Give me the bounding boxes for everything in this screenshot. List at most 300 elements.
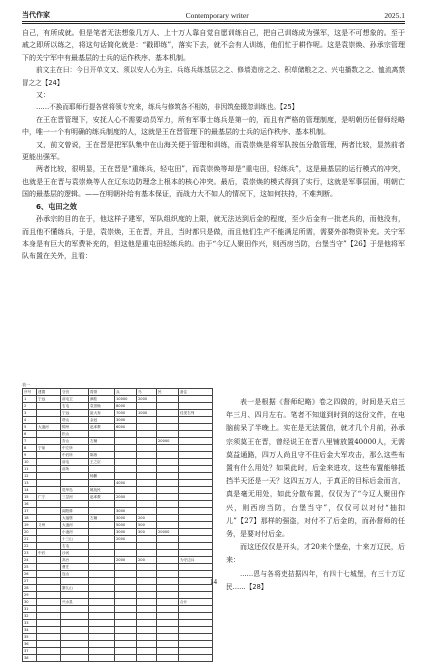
table-cell: 10 xyxy=(23,459,37,466)
paragraph: 表一是根据《督师纪略》卷之四做的，时间是天启三年三月、四月左右。笔者不知道到时到的这份文件，在电脑前呆了半晚上。实在是无法置信，就才几个月前，孙承宗须莫王在晋，曾经说王在晋八里铺放置40000人，无需莫益通路，四万人尚且守不住后金大军攻击，那么这些布置有什么用处？如果此时，后金来进攻，这些布置能够抵挡半天还是一天？这四五万人，于真正的目标后金而言，真是毫无用处，如此分散布置，仅仅为了“今辽人聚田作兴，则西房当防，台堡当守”，仅仅可以对付“抽扣儿”【27】那样的强盗，对付不了后金的，而孙督师的任务，是要对付后金。 xyxy=(226,398,405,539)
table-cell xyxy=(157,599,179,606)
table-cell xyxy=(179,641,213,648)
table-cell xyxy=(157,571,179,578)
table-cell xyxy=(157,466,179,473)
table-cell xyxy=(137,403,157,410)
table-cell: 高台 xyxy=(61,557,89,564)
table-cell: 2000 xyxy=(115,494,137,501)
table-header-cell: 守官 xyxy=(61,389,89,396)
table-cell xyxy=(157,445,179,452)
table-cell xyxy=(137,424,157,431)
table-cell xyxy=(137,655,157,662)
table-row xyxy=(23,550,213,557)
table-cell xyxy=(37,417,61,424)
table-caption: 表一 xyxy=(22,382,30,387)
block-quote: 前文主在曰：今日开单文又、须以安人心为主、兵练兵练基层之之、修墙造房之之、积草储粮之之、兴屯播数之之、恤流离禁冒之之【24】 xyxy=(22,66,405,87)
table-cell xyxy=(37,431,61,438)
table-row xyxy=(23,627,213,634)
table-cell xyxy=(179,564,213,571)
table-cell xyxy=(61,620,89,627)
table-cell xyxy=(115,564,137,571)
table-cell: 20000 xyxy=(157,529,179,536)
table-cell xyxy=(115,641,137,648)
table-cell xyxy=(89,557,115,564)
table-cell: 为守边兵 xyxy=(179,557,213,564)
paragraph: 而这还仅仅是开头，才20来个堡垒，十来万辽民，后来： xyxy=(226,543,405,565)
table-cell xyxy=(37,403,61,410)
table-cell: 右屯 xyxy=(61,403,89,410)
table-cell xyxy=(37,564,61,571)
table-row xyxy=(23,599,213,606)
table-cell: 前所 xyxy=(61,466,89,473)
table-cell: 3000 xyxy=(115,508,137,515)
table-cell xyxy=(115,571,137,578)
table-header-cell: 将领 xyxy=(89,389,115,396)
table-cell xyxy=(157,522,179,529)
table-row xyxy=(23,529,213,536)
table-cell: 大凌河 xyxy=(37,424,61,431)
table-cell: 35 xyxy=(23,634,37,641)
table-cell xyxy=(89,550,115,557)
table-cell xyxy=(89,606,115,613)
table-cell xyxy=(157,564,179,571)
header-rule-thin xyxy=(22,23,405,24)
table-cell xyxy=(115,613,137,620)
table-header-cell: 备注 xyxy=(179,389,213,396)
table-cell xyxy=(137,487,157,494)
table-cell xyxy=(157,501,179,508)
table-cell: 2000 xyxy=(137,396,157,403)
table-cell xyxy=(137,634,157,641)
table-cell xyxy=(137,431,157,438)
table-cell: 24 xyxy=(23,557,37,564)
table-cell xyxy=(179,494,213,501)
table-cell xyxy=(89,599,115,606)
table-cell xyxy=(137,592,157,599)
table-cell: 34 xyxy=(23,627,37,634)
table-cell xyxy=(137,613,157,620)
table-cell xyxy=(137,438,157,445)
table-cell: 37 xyxy=(23,648,37,655)
table-cell xyxy=(37,536,61,543)
block-quote: ……恩与各将吏拮据四年，有四十七城堡，有三十万辽民……【28】 xyxy=(226,569,405,591)
table-cell xyxy=(179,620,213,627)
table-cell xyxy=(115,606,137,613)
table-cell xyxy=(37,613,61,620)
table-row xyxy=(23,515,213,522)
table-cell xyxy=(37,634,61,641)
table-cell xyxy=(179,515,213,522)
table-cell xyxy=(115,466,137,473)
table-cell xyxy=(179,648,213,655)
table-cell: 大凌河 xyxy=(61,522,89,529)
table-cell xyxy=(89,480,115,487)
table-cell: 19 xyxy=(23,522,37,529)
table-cell: 2000 xyxy=(115,536,137,543)
table-cell xyxy=(179,606,213,613)
table-cell: 陈练 xyxy=(89,452,115,459)
table-cell: 前屯卫 xyxy=(61,396,89,403)
table-cell: 14 xyxy=(23,487,37,494)
table-cell xyxy=(137,445,157,452)
table-cell xyxy=(89,641,115,648)
table-cell: 松山 xyxy=(61,431,89,438)
table-cell: 佳见右列 xyxy=(179,410,213,417)
table-cell xyxy=(157,431,179,438)
table-cell: 左辅 xyxy=(89,515,115,522)
table-cell xyxy=(179,459,213,466)
table-cell: 11 xyxy=(23,466,37,473)
table-cell: 闾阳驿 xyxy=(61,508,89,515)
table-cell: 金冠 xyxy=(89,417,115,424)
table-row xyxy=(23,438,213,445)
table-cell xyxy=(37,599,61,606)
table-cell: 左辅 xyxy=(89,438,115,445)
table-cell xyxy=(37,620,61,627)
table-row xyxy=(23,424,213,431)
table-cell xyxy=(179,634,213,641)
table-cell xyxy=(89,431,115,438)
table-cell: 4000 xyxy=(115,480,137,487)
table-cell xyxy=(157,396,179,403)
table-cell: 右屯 xyxy=(61,543,89,550)
table-cell xyxy=(115,459,137,466)
table-cell xyxy=(157,494,179,501)
troop-deployment-table xyxy=(22,388,213,662)
table-row xyxy=(23,648,213,655)
table-cell: 20000 xyxy=(157,438,179,445)
table-cell xyxy=(89,522,115,529)
table-cell xyxy=(179,452,213,459)
table-cell xyxy=(37,459,61,466)
table-cell: 20 xyxy=(23,529,37,536)
table-cell xyxy=(157,515,179,522)
table-cell: 中左所 xyxy=(61,445,89,452)
table-cell: 3 xyxy=(23,410,37,417)
table-cell xyxy=(179,396,213,403)
table-cell xyxy=(89,571,115,578)
table-cell: 36 xyxy=(23,641,37,648)
table-cell: 200 xyxy=(137,557,157,564)
table-row xyxy=(23,473,213,480)
table-cell: 三岔河 xyxy=(61,494,89,501)
table-row xyxy=(23,571,213,578)
table-cell xyxy=(137,550,157,557)
table-cell xyxy=(137,641,157,648)
paragraph: 孙承宗的目的在于，他这样子建军，军队组织度的上限，就无法达到后金的程度，至少后金有一批老兵的，而他没有，而且他不懂练兵，于是，袁崇焕，王在晋，并且，当时都只是做，而且他们生产不能满足所需，需要外部物资补充。关宁军本身是有巨大的军费补充的，但这他是重屯田轻练兵的。由于“今辽人聚田作兴，则西房当防，台堡当守”【26】于是他将军队布置在关外，且看： xyxy=(22,215,405,261)
table-row xyxy=(23,655,213,662)
table-cell xyxy=(61,501,89,508)
table-cell xyxy=(157,536,179,543)
table-cell: 30 xyxy=(23,599,37,606)
table-cell xyxy=(179,424,213,431)
table-cell: 宁远 xyxy=(61,410,89,417)
table-cell xyxy=(179,508,213,515)
table-cell xyxy=(115,627,137,634)
table-cell xyxy=(179,613,213,620)
table-cell xyxy=(37,648,61,655)
table-cell xyxy=(137,543,157,550)
table-cell xyxy=(179,571,213,578)
table-cell xyxy=(89,648,115,655)
table-cell xyxy=(179,431,213,438)
table-cell: 38 xyxy=(23,655,37,662)
table-row xyxy=(23,522,213,529)
table-cell: 6000 xyxy=(115,424,137,431)
table-cell xyxy=(61,473,89,480)
table-cell xyxy=(137,480,157,487)
paragraph: 两者比较，很明显，王在晋是“重练兵，轻屯田”，而袁崇焕等却是“重屯田，轻练兵”，这是最基层的运行模式的冲突，也就是王在晋与袁崇焕等人在辽东边防理念上根本的核心冲突。最后，袁崇焕的模式得到了实行，这就是军事层面，明朝亡国的最基层的逻辑。——在明朝补给有基本保证，而战力大不如人的情况下，这如何扶持，不难判断。 xyxy=(22,165,405,199)
table-cell xyxy=(137,536,157,543)
table-cell: 18 xyxy=(23,515,37,522)
table-cell xyxy=(115,543,137,550)
table-cell xyxy=(115,599,137,606)
table-header-cell: 建置 xyxy=(37,389,61,396)
table-cell xyxy=(115,655,137,662)
page-number: 14 xyxy=(210,578,217,586)
table-cell xyxy=(89,543,115,550)
table-cell: 王之臣 xyxy=(89,459,115,466)
table-cell xyxy=(37,557,61,564)
table-cell: 3000 xyxy=(115,529,137,536)
table-cell xyxy=(179,487,213,494)
table-cell: 28 xyxy=(23,585,37,592)
table-cell xyxy=(137,606,157,613)
table-cell: 8000 xyxy=(115,403,137,410)
table-row xyxy=(23,487,213,494)
table-cell xyxy=(157,627,179,634)
table-cell xyxy=(37,543,61,550)
table-cell xyxy=(157,550,179,557)
table-cell xyxy=(37,410,61,417)
table-row xyxy=(23,403,213,410)
table-cell: 赵率教 xyxy=(89,494,115,501)
journal-name: 当代作家 xyxy=(22,11,50,19)
table-cell xyxy=(89,655,115,662)
table-cell: 姚抚民 xyxy=(89,487,115,494)
table-cell xyxy=(157,459,179,466)
troop-table-container xyxy=(22,382,212,660)
table-cell: 32 xyxy=(23,613,37,620)
table-cell xyxy=(137,452,157,459)
table-cell: 义州 xyxy=(37,522,61,529)
table-row xyxy=(23,606,213,613)
table-cell: 16 xyxy=(23,501,37,508)
table-cell xyxy=(37,480,61,487)
table-cell xyxy=(89,613,115,620)
table-cell xyxy=(137,473,157,480)
table-cell: 7000 xyxy=(115,410,137,417)
table-cell xyxy=(115,487,137,494)
table-cell: 兴水县 xyxy=(61,599,89,606)
table-cell xyxy=(179,403,213,410)
table-cell: 200 xyxy=(137,515,157,522)
table-cell xyxy=(37,592,61,599)
table-cell: 22 xyxy=(23,543,37,550)
table-cell xyxy=(179,592,213,599)
table-cell: 8 xyxy=(23,445,37,452)
table-row xyxy=(23,592,213,599)
table-row xyxy=(23,466,213,473)
table-cell xyxy=(179,543,213,550)
table-cell xyxy=(157,613,179,620)
table-cell: 杨麒 xyxy=(89,473,115,480)
table-row xyxy=(23,396,213,403)
table-row xyxy=(23,501,213,508)
table-cell xyxy=(157,557,179,564)
table-cell xyxy=(61,592,89,599)
table-cell: 26 xyxy=(23,571,37,578)
table-header-cell: 兵 xyxy=(115,389,137,396)
table-cell xyxy=(115,501,137,508)
table-cell xyxy=(115,620,137,627)
table-cell xyxy=(115,634,137,641)
table-cell: 十三山 xyxy=(61,536,89,543)
table-cell xyxy=(37,508,61,515)
table-row xyxy=(23,543,213,550)
table-cell xyxy=(115,438,137,445)
table-cell xyxy=(137,459,157,466)
table-row xyxy=(23,459,213,466)
table-cell xyxy=(179,438,213,445)
page-header xyxy=(22,8,405,20)
table-cell xyxy=(89,620,115,627)
article-body xyxy=(22,27,405,263)
table-row xyxy=(23,564,213,571)
table-cell: 500 xyxy=(137,522,157,529)
table-row xyxy=(23,536,213,543)
table-cell: 7 xyxy=(23,438,37,445)
table-cell xyxy=(137,466,157,473)
table-row xyxy=(23,557,213,564)
table-cell xyxy=(179,473,213,480)
table-cell: 觉华岛 xyxy=(61,487,89,494)
table-cell: 1000 xyxy=(137,410,157,417)
paragraph: 又，前文曾说，王在晋是把军队集中在山海关便于管理和训练，而袁崇焕是将军队按伍分散管理，两者比较，显然前者更能出强军。 xyxy=(22,140,405,162)
table-row xyxy=(23,620,213,627)
table-row xyxy=(23,445,213,452)
table-cell xyxy=(37,641,61,648)
table-cell: 3000 xyxy=(115,515,137,522)
table-cell xyxy=(157,508,179,515)
table-cell: 23 xyxy=(23,550,37,557)
table-cell xyxy=(179,529,213,536)
table-cell xyxy=(179,501,213,508)
table-cell xyxy=(61,655,89,662)
table-cell xyxy=(157,480,179,487)
table-cell: 31 xyxy=(23,606,37,613)
table-row xyxy=(23,452,213,459)
table-cell xyxy=(157,620,179,627)
table-cell: 2000 xyxy=(115,557,137,564)
table-cell: 中后所 xyxy=(61,452,89,459)
table-cell: 广宁 xyxy=(37,494,61,501)
table-cell xyxy=(89,634,115,641)
table-cell: 6 xyxy=(23,431,37,438)
table-header-cell: 马 xyxy=(137,389,157,396)
table-row xyxy=(23,480,213,487)
table-cell: 寨儿山 xyxy=(61,585,89,592)
table-cell: 前屯 xyxy=(61,459,89,466)
table-cell: 宁前 xyxy=(37,445,61,452)
table-section xyxy=(22,382,405,660)
table-cell: 21 xyxy=(23,536,37,543)
table-row xyxy=(23,417,213,424)
table-cell xyxy=(137,494,157,501)
table-cell xyxy=(89,564,115,571)
table-cell xyxy=(115,550,137,557)
table-cell xyxy=(137,564,157,571)
table-cell xyxy=(37,501,61,508)
table-cell xyxy=(89,445,115,452)
table-cell xyxy=(157,592,179,599)
table-cell xyxy=(115,592,137,599)
table-cell xyxy=(179,536,213,543)
table-cell xyxy=(37,438,61,445)
table-cell xyxy=(157,424,179,431)
table-cell xyxy=(157,452,179,459)
table-row xyxy=(23,410,213,417)
table-cell: 杏山 xyxy=(61,438,89,445)
table-cell xyxy=(89,529,115,536)
table-cell xyxy=(61,641,89,648)
table-cell xyxy=(179,655,213,662)
table-cell xyxy=(61,648,89,655)
table-cell: 袁崇焕 xyxy=(89,403,115,410)
table-cell: 15 xyxy=(23,494,37,501)
issue-number: 2025.1 xyxy=(384,11,405,20)
table-cell xyxy=(37,627,61,634)
table-cell xyxy=(89,536,115,543)
table-header-cell: 序号 xyxy=(23,389,37,396)
table-cell xyxy=(179,627,213,634)
table-cell xyxy=(179,445,213,452)
table-cell: 9 xyxy=(23,452,37,459)
table-cell xyxy=(137,508,157,515)
table-cell xyxy=(157,487,179,494)
table-cell xyxy=(89,466,115,473)
table-header-cell: 民 xyxy=(157,389,179,396)
table-cell: 17 xyxy=(23,508,37,515)
paragraph: 又： xyxy=(36,91,50,100)
table-cell xyxy=(37,571,61,578)
table-cell xyxy=(61,627,89,634)
table-cell xyxy=(37,452,61,459)
table-cell: 5 xyxy=(23,424,37,431)
table-cell xyxy=(179,480,213,487)
table-cell: 4 xyxy=(23,417,37,424)
table-cell xyxy=(157,473,179,480)
table-cell xyxy=(37,487,61,494)
table-cell xyxy=(157,543,179,550)
table-cell: 宁远 xyxy=(37,396,61,403)
right-column-text xyxy=(226,396,405,594)
table-cell xyxy=(37,606,61,613)
table-cell: 赵率教 xyxy=(89,424,115,431)
table-cell xyxy=(137,648,157,655)
table-row xyxy=(23,634,213,641)
table-cell xyxy=(115,452,137,459)
table-cell xyxy=(115,648,137,655)
table-cell xyxy=(157,641,179,648)
table-cell xyxy=(61,480,89,487)
table-cell xyxy=(61,634,89,641)
section-heading: 6、屯田之效 xyxy=(36,201,77,211)
table-cell: 塔山 xyxy=(61,417,89,424)
table-cell xyxy=(157,655,179,662)
paragraph: 在王在晋管理下，安抚人心不需要动员军力，所有军事士练兵是第一的，而且有严格的管理制度，是明朝历任督师经略中，唯一一个有明确的练兵制度的人，这就是王在晋管理下的最基层的士兵的运作秩序、基本机制。 xyxy=(22,115,405,137)
table-cell xyxy=(89,501,115,508)
